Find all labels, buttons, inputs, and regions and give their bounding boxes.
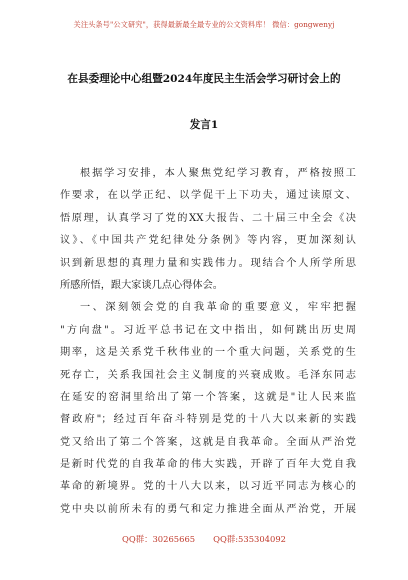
body-line: 所感所悟，跟大家谈几点心得体会。 <box>60 279 223 291</box>
body-line: 悟原理，认真学习了党的XX大报告、二十届三中全会《决 <box>60 212 356 224</box>
document-title-subline: 发言1 <box>189 119 219 131</box>
header-banner: 关注头条号"公文研究"，获得最新最全最专业的公文资料库！ 微信：gongwenyj <box>73 20 335 29</box>
document-title: 在县委理论中心组暨2024年度民主生活会学习研讨会上的 <box>67 73 341 85</box>
body-line: 党又给出了第二个答案，这就是自我革命。全面从严治党 <box>60 436 356 448</box>
body-line: 在延安的窑洞里给出了第一个答案，这就是"让人民来监 <box>60 391 356 403</box>
body-line: 党中央以前所未有的勇气和定力推进全面从严治党，开展 <box>60 503 356 515</box>
footer-qq-group-1: QQ群：30265665 <box>122 534 196 544</box>
body-line: 是新时代党的自我革命的伟大实践，开辟了百年大党自我 <box>60 459 356 471</box>
section-heading-line: 一、深刻领会党的自我革命的重要意义，牢牢把握 <box>80 302 356 314</box>
body-line: 死存亡，关系我国社会主义制度的兴衰成败。毛泽东同志 <box>60 369 356 381</box>
body-line: 作要求，在以学正纪、以学促干上下功夫，通过读原文、 <box>60 190 356 202</box>
footer-contact <box>0 533 408 545</box>
body-line: 根据学习安排，本人聚焦党纪学习教育，严格按照工 <box>80 168 356 179</box>
document-body <box>60 163 356 521</box>
body-line: 议》、《中国共产党纪律处分条例》等内容，更加深刻认 <box>60 235 356 247</box>
body-line: "方向盘"。习近平总书记在文中指出，如何跳出历史周 <box>60 324 356 336</box>
body-line: 革命的新境界。党的十八大以来，以习近平同志为核心的 <box>60 481 356 493</box>
body-line: 督政府"；经过百年奋斗特别是党的十八大以来新的实践 <box>60 414 356 426</box>
body-line: 识到新思想的真理力量和实践伟力。现结合个人所学所思 <box>60 257 356 269</box>
body-line: 期率，这是关系党千秋伟业的一个重大问题，关系党的生 <box>60 347 356 359</box>
footer-qq-group-2: QQ群:535304092 <box>213 534 286 544</box>
